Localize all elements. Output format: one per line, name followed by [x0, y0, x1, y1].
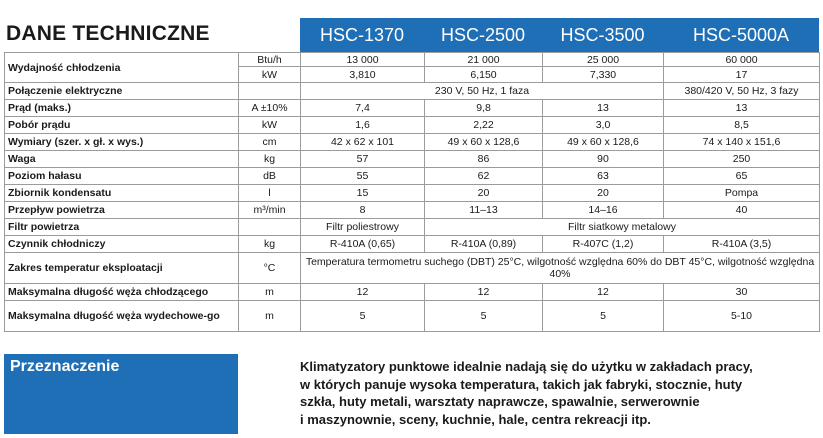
value-cell: 63: [543, 168, 664, 185]
table-row: [5, 117, 820, 134]
unit-cell: dB: [239, 168, 301, 185]
value-cell: 8,5: [664, 117, 820, 134]
value-cell: 20: [543, 185, 664, 202]
value-cell: 62: [425, 168, 543, 185]
value-cell: 230 V, 50 Hz, 1 faza: [301, 83, 664, 100]
value-cell: 30: [664, 284, 820, 301]
unit-cell: m³/min: [239, 202, 301, 219]
value-cell: 7,4: [301, 100, 425, 117]
value-cell: 380/420 V, 50 Hz, 3 fazy: [664, 83, 820, 100]
value-cell: 12: [543, 284, 664, 301]
value-cell: 60 000: [664, 53, 820, 67]
value-cell: 13: [543, 100, 664, 117]
spec-table: [4, 52, 820, 332]
row-label: Waga: [5, 151, 239, 168]
value-cell: 14–16: [543, 202, 664, 219]
value-cell: 12: [301, 284, 425, 301]
value-cell: 40: [664, 202, 820, 219]
value-cell: 5-10: [664, 301, 820, 332]
table-row: [5, 134, 820, 151]
value-cell: 8: [301, 202, 425, 219]
row-label: Pobór prądu: [5, 117, 239, 134]
row-label: Maksymalna długość węża wydechowe-go: [5, 301, 239, 332]
value-cell: 5: [425, 301, 543, 332]
model-header-2: HSC-2500: [424, 18, 542, 52]
page-title: DANE TECHNICZNE: [6, 22, 210, 45]
unit-cell: m: [239, 301, 301, 332]
value-cell: Pompa: [664, 185, 820, 202]
purpose-line: i maszynownie, sceny, kuchnie, hale, centra rekreacji itp.: [300, 411, 651, 427]
unit-cell: kg: [239, 236, 301, 253]
value-cell: 13: [664, 100, 820, 117]
value-cell: 49 x 60 x 128,6: [543, 134, 664, 151]
row-label: Wydajność chłodzenia: [5, 53, 239, 83]
value-cell: 1,6: [301, 117, 425, 134]
table-row: [5, 202, 820, 219]
unit-cell: kW: [239, 67, 301, 83]
value-cell: 2,22: [425, 117, 543, 134]
unit-cell: kg: [239, 151, 301, 168]
value-cell: 42 x 62 x 101: [301, 134, 425, 151]
value-cell: 12: [425, 284, 543, 301]
table-row: [5, 219, 820, 236]
value-cell: 90: [543, 151, 664, 168]
value-cell: 55: [301, 168, 425, 185]
value-cell: 21 000: [425, 53, 543, 67]
row-label: Prąd (maks.): [5, 100, 239, 117]
value-cell: 86: [425, 151, 543, 168]
table-row: [5, 83, 820, 100]
purpose-label: Przeznaczenie: [4, 354, 238, 434]
value-cell: 5: [543, 301, 664, 332]
row-label: Maksymalna długość węża chłodzącego: [5, 284, 239, 301]
row-label: Czynnik chłodniczy: [5, 236, 239, 253]
table-row: [5, 236, 820, 253]
row-label: Przepływ powietrza: [5, 202, 239, 219]
table-row: [5, 185, 820, 202]
value-cell: 15: [301, 185, 425, 202]
value-cell: 5: [301, 301, 425, 332]
value-cell: 6,150: [425, 67, 543, 83]
unit-cell: [239, 83, 301, 100]
table-row: [5, 100, 820, 117]
value-cell: 65: [664, 168, 820, 185]
unit-cell: [239, 219, 301, 236]
value-cell: 250: [664, 151, 820, 168]
model-header-3: HSC-3500: [542, 18, 663, 52]
row-label: Wymiary (szer. x gł. x wys.): [5, 134, 239, 151]
value-cell: 17: [664, 67, 820, 83]
value-cell: 49 x 60 x 128,6: [425, 134, 543, 151]
row-label: Zbiornik kondensatu: [5, 185, 239, 202]
purpose-text: [238, 354, 819, 434]
purpose-section: [4, 354, 819, 434]
model-header-4: HSC-5000A: [663, 18, 819, 52]
table-row: [5, 284, 820, 301]
value-cell: 9,8: [425, 100, 543, 117]
row-label: Połączenie elektryczne: [5, 83, 239, 100]
unit-cell: A ±10%: [239, 100, 301, 117]
value-cell: 57: [301, 151, 425, 168]
table-row: [5, 301, 820, 332]
unit-cell: kW: [239, 117, 301, 134]
row-label: Poziom hałasu: [5, 168, 239, 185]
unit-cell: °C: [239, 253, 301, 284]
value-cell: 25 000: [543, 53, 664, 67]
unit-cell: Btu/h: [239, 53, 301, 67]
value-cell: 20: [425, 185, 543, 202]
value-cell: R-410A (0,65): [301, 236, 425, 253]
value-cell: 3,810: [301, 67, 425, 83]
value-cell: Filtr siatkowy metalowy: [425, 219, 820, 236]
table-row: [5, 253, 820, 284]
purpose-line: szkła, huty metali, warsztaty naprawcze, spawalnie, serwerownie: [300, 394, 700, 409]
value-cell: 7,330: [543, 67, 664, 83]
value-cell: 3,0: [543, 117, 664, 134]
value-cell: 13 000: [301, 53, 425, 67]
value-cell: Temperatura termometru suchego (DBT) 25°C, wilgotność względna 60% do DBT 45°C, wilgotność względna 40%: [301, 253, 820, 284]
value-cell: 11–13: [425, 202, 543, 219]
purpose-line: w których panuje wysoka temperatura, takich jak fabryki, stocznie, huty: [300, 376, 743, 392]
unit-cell: m: [239, 284, 301, 301]
value-cell: Filtr poliestrowy: [301, 219, 425, 236]
value-cell: R-407C (1,2): [543, 236, 664, 253]
purpose-line: Klimatyzatory punktowe idealnie nadają się do użytku w zakładach pracy,: [300, 359, 753, 374]
value-cell: 74 x 140 x 151,6: [664, 134, 820, 151]
table-row: [5, 53, 820, 67]
unit-cell: l: [239, 185, 301, 202]
unit-cell: cm: [239, 134, 301, 151]
value-cell: R-410A (3,5): [664, 236, 820, 253]
table-row: [5, 168, 820, 185]
model-header-1: HSC-1370: [300, 18, 424, 52]
row-label: Filtr powietrza: [5, 219, 239, 236]
value-cell: R-410A (0,89): [425, 236, 543, 253]
row-label: Zakres temperatur eksploatacji: [5, 253, 239, 284]
table-row: [5, 151, 820, 168]
